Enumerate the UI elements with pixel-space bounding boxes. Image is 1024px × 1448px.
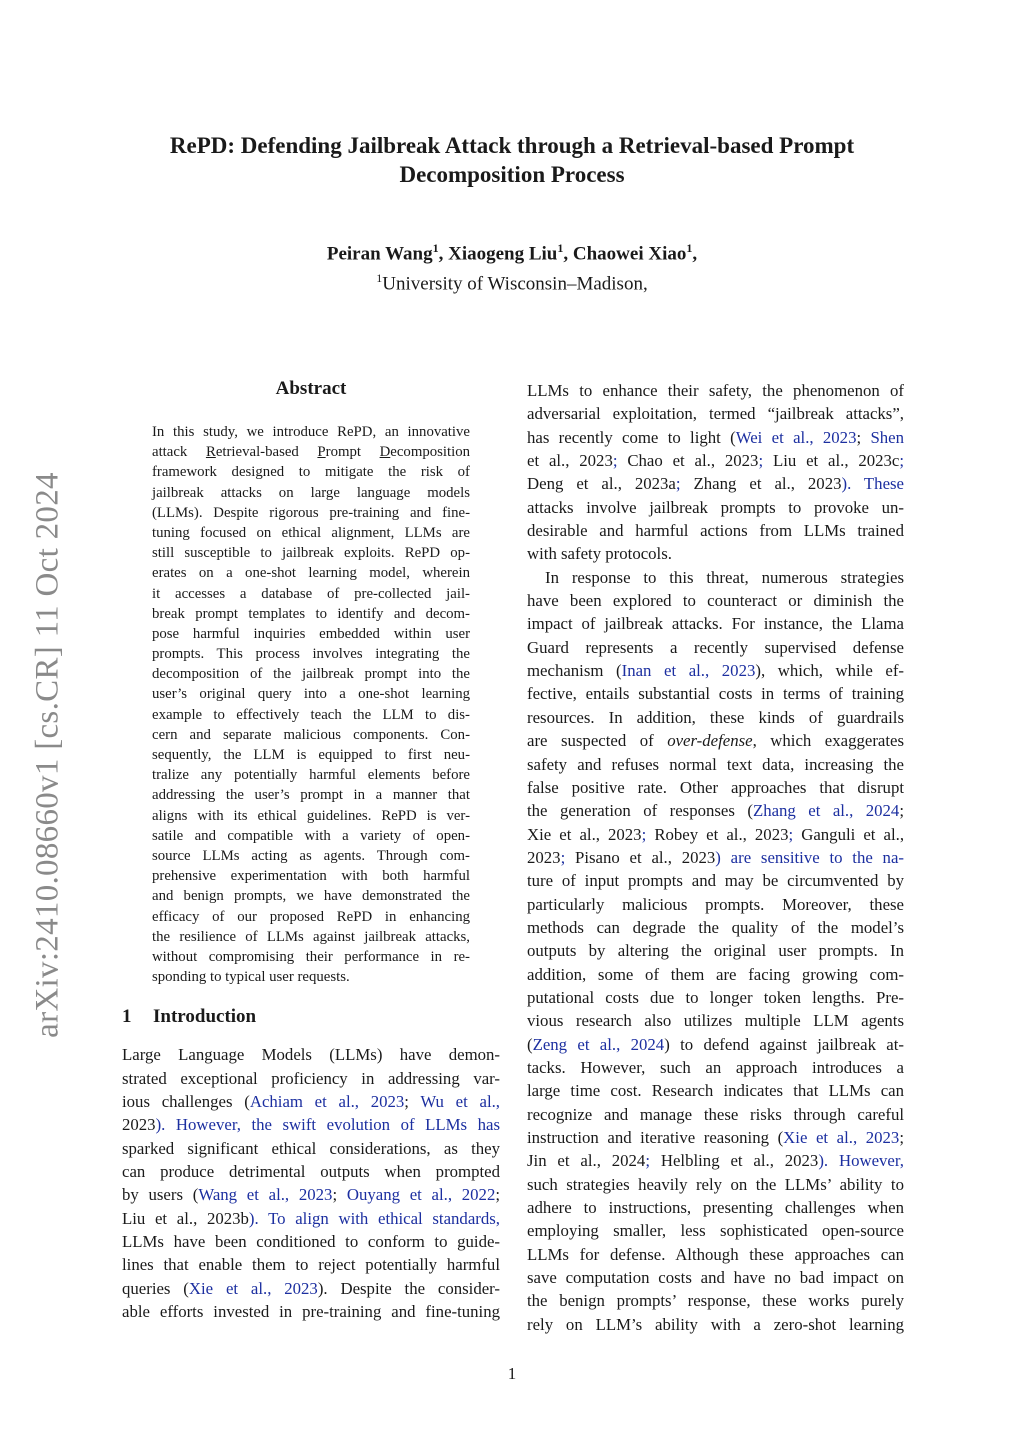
- introduction-body-left: [122, 1043, 500, 1323]
- body-line: safety and refuses normal text data, increasing the: [527, 754, 904, 774]
- body-line: employing smaller, less sophisticated open-source: [527, 1221, 904, 1241]
- citation-link[interactable]: ). However, the swift evolution of LLMs has: [155, 1115, 500, 1135]
- affiliation-text: University of Wisconsin–Madison,: [382, 273, 648, 295]
- body-line: has recently come to light (Wei et al., 2023; Shen: [527, 427, 905, 447]
- emphasis: over-defense: [667, 731, 753, 751]
- affiliation-marker: 1: [376, 271, 383, 286]
- citation-link[interactable]: Zeng et al., 2024: [532, 1034, 665, 1054]
- citation-link[interactable]: Shen: [870, 427, 905, 447]
- body-line: are suspected of over-defense, which exaggerates: [527, 731, 904, 751]
- body-line: able efforts invested in pre-training and fine-tuning: [122, 1302, 500, 1322]
- body-line: 2023). However, the swift evolution of LLMs has: [122, 1115, 500, 1135]
- body-line: desirable and harmful actions from LLMs trained: [527, 521, 904, 541]
- author-name: Xiaogeng Liu: [448, 243, 558, 265]
- citation-link[interactable]: Wei et al., 2023: [735, 427, 857, 447]
- author-name: Chaowei Xiao: [572, 243, 687, 265]
- right-column: [527, 379, 904, 1336]
- author-block: [120, 236, 904, 297]
- body-line: recognize and manage these risks through careful: [527, 1104, 904, 1124]
- paper-title: [120, 131, 904, 189]
- body-line: can produce detrimental outputs when prompted: [122, 1161, 500, 1181]
- body-line: addition, some of them are facing growing com-: [527, 964, 904, 984]
- body-line: such strategies heavily rely on the LLMs’ ability to: [527, 1174, 904, 1194]
- body-line: particularly malicious prompts. Moreover, these: [527, 894, 904, 914]
- body-line: false positive rate. Other approaches that disrupt: [527, 777, 904, 797]
- citation-link[interactable]: ;: [612, 451, 628, 471]
- body-line: Guard represents a recently supervised defense: [527, 637, 904, 657]
- left-column: [122, 378, 500, 1323]
- body-line: methods can degrade the quality of the model’s: [527, 917, 904, 937]
- citation-link[interactable]: ;: [675, 474, 694, 494]
- abstract-line: still susceptible to jailbreak exploits. RePD op-: [152, 545, 470, 562]
- arxiv-identifier: arXiv:2410.08660v1 [cs.CR] 11 Oct 2024: [29, 472, 66, 1038]
- abstract-line: user’s original query into a one-shot learning: [152, 686, 470, 703]
- body-line: sparked significant ethical considerations, as they: [122, 1138, 500, 1158]
- citation-link[interactable]: ;: [899, 451, 905, 471]
- arxiv-sidebar: [28, 455, 68, 1055]
- abstract-line: erates on a one-shot learning model, wherein: [152, 565, 470, 582]
- author-name: Peiran Wang: [326, 243, 433, 265]
- abstract-line: pose harmful inquiries embedded within user: [152, 625, 470, 642]
- abstract-line: jailbreak attacks on large language models: [152, 484, 470, 501]
- abstract-line: framework designed to mitigate the risk of: [152, 464, 470, 481]
- body-line: adversarial exploitation, termed “jailbreak attacks”,: [527, 404, 904, 424]
- body-line: the generation of responses (Zhang et al., 2024;: [527, 801, 904, 821]
- body-line: save computation costs and have no bad impact on: [527, 1268, 904, 1288]
- abstract-line: sequently, the LLM is equipped to first neu-: [152, 747, 470, 763]
- body-line: Deng et al., 2023a; Zhang et al., 2023). These: [527, 474, 905, 494]
- body-line: Xie et al., 2023; Robey et al., 2023; Ganguli et al.,: [527, 824, 905, 844]
- body-line: with safety protocols.: [527, 544, 672, 564]
- citation-link[interactable]: Inan et al., 2023: [621, 661, 756, 681]
- abstract-heading: Abstract: [275, 378, 347, 399]
- body-line: have been explored to counteract or diminish the: [527, 591, 904, 611]
- section-title: Introduction: [153, 1006, 257, 1028]
- body-line: resources. In addition, these kinds of guardrails: [527, 707, 904, 727]
- body-line: instruction and iterative reasoning (Xie et al., 2023;: [527, 1128, 904, 1147]
- citation-link[interactable]: Zhang et al., 2024: [752, 801, 900, 821]
- body-line: ious challenges (Achiam et al., 2023; Wu et al.,: [122, 1091, 501, 1111]
- body-line: mechanism (Inan et al., 2023), which, while ef-: [527, 661, 905, 681]
- body-line: Jin et al., 2024; Helbling et al., 2023). However,: [527, 1151, 904, 1171]
- body-line: by users (Wang et al., 2023; Ouyang et al., 2022;: [122, 1185, 501, 1205]
- citation-link[interactable]: Wang et al., 2023: [198, 1185, 333, 1205]
- body-line: ture of input prompts and may be circumvented by: [527, 871, 904, 891]
- body-line: LLMs have been conditioned to conform to guide-: [122, 1232, 500, 1251]
- abstract-line: it accesses a database of pre-collected jail-: [152, 585, 470, 602]
- affiliation-marker: 1: [686, 241, 693, 255]
- abstract-line: decomposition of the jailbreak prompt into the: [152, 666, 470, 683]
- body-line: the benign prompts’ response, these works purely: [527, 1291, 904, 1311]
- citation-link[interactable]: ). However,: [818, 1151, 904, 1171]
- body-line: 2023; Pisano et al., 2023) are sensitive to the na-: [527, 847, 904, 867]
- abstract-line: sponding to typical user requests.: [152, 969, 350, 986]
- citation-link[interactable]: Achiam et al., 2023: [249, 1091, 405, 1111]
- abstract-line: addressing the user’s prompt in a manner that: [152, 787, 470, 804]
- body-line: LLMs to enhance their safety, the phenomenon of: [527, 381, 904, 400]
- citation-link[interactable]: ). These: [841, 474, 905, 494]
- citation-link[interactable]: ;: [645, 1151, 661, 1171]
- body-line: fective, entails substantial costs in terms of training: [527, 684, 904, 704]
- citation-link[interactable]: ) are sensitive to the na-: [715, 847, 904, 867]
- body-line: queries (Xie et al., 2023). Despite the consider-: [122, 1278, 500, 1298]
- body-line: Liu et al., 2023b). To align with ethical standards,: [122, 1208, 500, 1228]
- abstract-line: aligns with its ethical guidelines. RePD is ver-: [152, 807, 470, 824]
- citation-link[interactable]: ;: [758, 451, 773, 471]
- abstract-line: example to effectively teach the LLM to dis-: [152, 706, 470, 723]
- citation-link[interactable]: Wu et al.,: [420, 1091, 501, 1111]
- body-line: outputs by altering the original user prompts. In: [527, 941, 904, 961]
- abstract-line: In this study, we introduce RePD, an innovative: [152, 424, 470, 440]
- abstract-line: prompts. This process involves integrating the: [152, 646, 470, 663]
- abstract-line: tuning focused on ethical alignment, LLMs are: [152, 524, 470, 541]
- abstract-line: break prompt templates to identify and decom-: [152, 605, 470, 622]
- citation-link[interactable]: ;: [560, 847, 576, 867]
- abstract-line: cern and separate malicious components. Con-: [152, 726, 470, 743]
- citation-link[interactable]: ;: [788, 824, 802, 844]
- body-line: LLMs for defense. Although these approaches can: [527, 1244, 904, 1264]
- citation-link[interactable]: Xie et al., 2023: [783, 1128, 900, 1147]
- title-line-2: Decomposition Process: [399, 162, 625, 187]
- page-number: 1: [507, 1364, 517, 1383]
- body-line: lines that enable them to reject potentially harmful: [122, 1255, 500, 1275]
- citation-link[interactable]: ;: [641, 824, 655, 844]
- section-heading-introduction: [122, 1005, 500, 1029]
- abstract-line: satile and compatible with a variety of open-: [152, 827, 470, 844]
- affiliation: [120, 266, 904, 296]
- citation-link[interactable]: Xie et al., 2023: [188, 1278, 318, 1298]
- body-line: putational costs due to longer token lengths. Pre-: [527, 987, 904, 1007]
- abstract-body: [122, 422, 500, 987]
- abstract-line: prehensive experimentation with both harmful: [152, 868, 470, 885]
- abstract-line: and benign prompts, we have demonstrated the: [152, 888, 470, 905]
- abstract-line: (LLMs). Despite rigorous pre-training and fine-: [152, 504, 470, 521]
- body-line: rely on LLM’s ability with a zero-shot learning: [527, 1314, 904, 1334]
- abstract-line: the resilience of LLMs against jailbreak attacks,: [152, 928, 470, 945]
- abstract-line: efficacy of our proposed RePD in enhancing: [152, 908, 470, 925]
- title-line-1: RePD: Defending Jailbreak Attack through a Retrieval-based Prompt: [169, 133, 855, 158]
- body-line: adhere to instructions, presenting challenges when: [527, 1198, 904, 1218]
- body-line: strated exceptional proficiency in addressing var-: [122, 1068, 500, 1088]
- abstract-line: source LLMs acting as agents. Through com-: [152, 847, 470, 864]
- introduction-body-right: [527, 379, 904, 1336]
- body-line: In response to this threat, numerous strategies: [545, 567, 904, 587]
- affiliation-marker: 1: [432, 241, 439, 255]
- body-line: tacks. However, such an approach introduces a: [527, 1057, 904, 1077]
- body-line: Large Language Models (LLMs) have demon-: [122, 1045, 500, 1065]
- body-line: (Zeng et al., 2024) to defend against jailbreak at-: [527, 1034, 904, 1054]
- abstract-line: tralize any potentially harmful elements before: [152, 767, 470, 784]
- abstract-line: attack Retrieval-based Prompt Decomposition: [152, 444, 471, 461]
- body-line: vious research also utilizes multiple LLM agents: [527, 1011, 904, 1031]
- citation-link[interactable]: ). To align with ethical standards,: [248, 1208, 500, 1228]
- body-line: impact of jailbreak attacks. For instance, the Llama: [527, 614, 904, 634]
- section-number: 1: [122, 1006, 132, 1028]
- citation-link[interactable]: Ouyang et al., 2022: [346, 1185, 496, 1205]
- body-line: large time cost. Research indicates that LLMs can: [527, 1081, 904, 1101]
- body-line: et al., 2023; Chao et al., 2023; Liu et al., 2023c;: [527, 451, 905, 471]
- affiliation-marker: 1: [557, 241, 564, 255]
- author-names: Peiran Wang$^1$, Xiaogeng Liu$^1$, Chaowei Xiao$^1$,: [326, 241, 698, 265]
- abstract-line: without compromising their performance in re-: [152, 948, 470, 965]
- body-line: attacks involve jailbreak prompts to provoke un-: [527, 497, 904, 517]
